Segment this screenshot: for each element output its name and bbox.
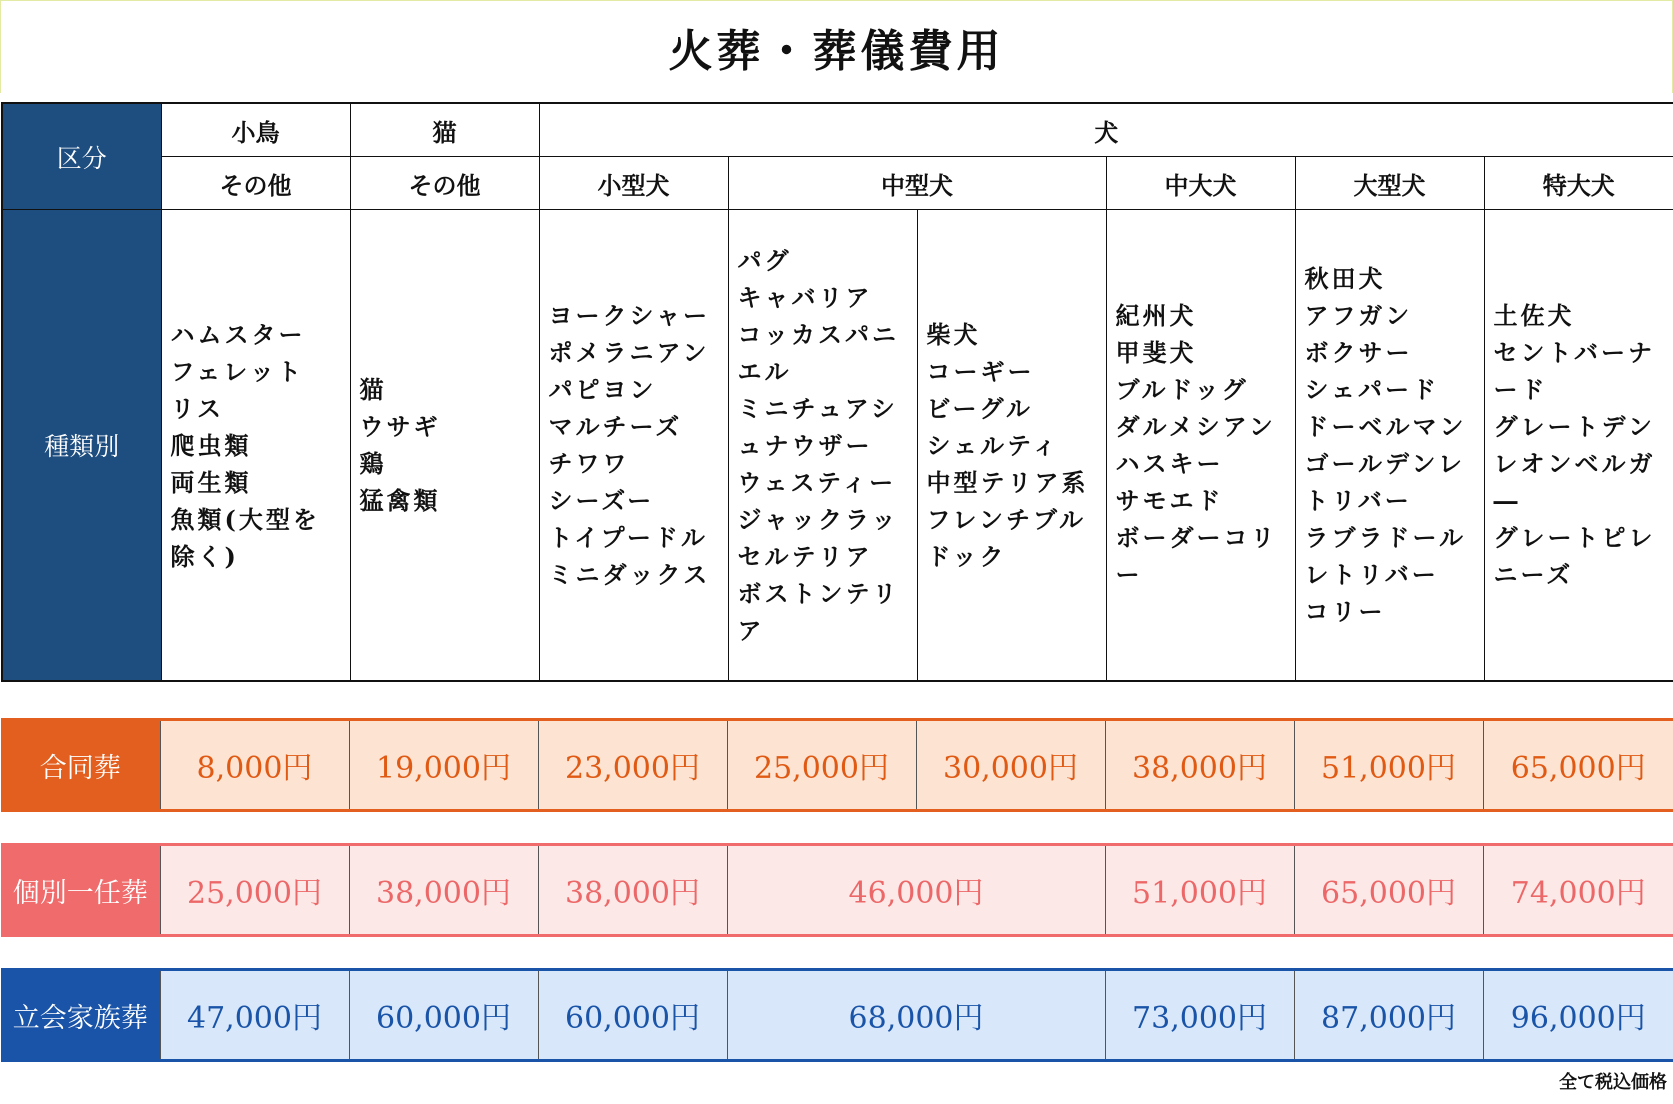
- breed-item: ボーダーコリー: [1115, 523, 1278, 589]
- group-bird: 小鳥: [161, 103, 350, 157]
- price-cell: 60,000円: [538, 970, 727, 1061]
- breed-item: グレートデン: [1493, 412, 1656, 441]
- category-table: [1, 102, 1673, 682]
- breed-item: シェルティ: [926, 430, 1060, 460]
- price-cell: 73,000円: [1105, 970, 1294, 1061]
- breed-list: [728, 210, 917, 682]
- price-cell: 8,000円: [160, 720, 349, 811]
- breed-item: パピヨン: [548, 375, 657, 404]
- breed-item: 猛禽類: [359, 486, 441, 515]
- size-small-dog: 小型犬: [539, 157, 728, 210]
- breed-item: コーギー: [926, 356, 1035, 386]
- size-medium-large-dog: 中大犬: [1106, 157, 1295, 210]
- price-cell: 87,000円: [1294, 970, 1483, 1061]
- breed-item: ハムスター: [170, 319, 306, 349]
- individual-plan-label: 個別一任葬: [1, 845, 160, 936]
- breed-item: 魚類(大型を除く): [170, 504, 320, 571]
- price-cell: 47,000円: [160, 970, 349, 1061]
- group-dog: 犬: [539, 103, 1673, 157]
- breed-item: 爬虫類: [170, 430, 252, 460]
- price-cell: 96,000円: [1483, 970, 1673, 1061]
- breed-item: ハスキー: [1115, 449, 1224, 478]
- breed-item: ポメラニアン: [548, 338, 710, 367]
- breed-list: [539, 210, 728, 682]
- breed-item: 鶏: [359, 449, 387, 478]
- breed-item: 両生類: [170, 467, 252, 497]
- breed-item: マルチーズ: [548, 412, 683, 441]
- breed-item: ミニダックス: [548, 560, 711, 589]
- tax-note: 全て税込価格: [1559, 1072, 1667, 1093]
- breed-item: ウェスティー: [737, 467, 897, 497]
- size-large-dog: 大型犬: [1295, 157, 1484, 210]
- breed-list: [1484, 210, 1673, 682]
- price-cell: 19,000円: [349, 720, 538, 811]
- breed-item: キャバリア: [737, 282, 873, 312]
- breed-item: ジャックラッセルテリア: [737, 504, 899, 571]
- price-cell: 51,000円: [1294, 720, 1483, 811]
- breed-item: ラブラドールレトリバー: [1304, 523, 1467, 589]
- breed-item: ビーグル: [926, 393, 1033, 423]
- breed-item: レオンベルガ―: [1493, 449, 1656, 515]
- breed-list: [917, 210, 1106, 682]
- price-cell: 65,000円: [1294, 845, 1483, 936]
- joint-plan-row: [1, 718, 1673, 812]
- price-cell: 65,000円: [1483, 720, 1673, 811]
- individual-plan-row: [1, 843, 1673, 937]
- price-cell: 60,000円: [349, 970, 538, 1061]
- price-cell: 25,000円: [727, 720, 916, 811]
- price-cell: 68,000円: [727, 970, 1105, 1061]
- breed-item: ミニチュアシュナウザー: [737, 393, 898, 460]
- price-cell: 38,000円: [349, 845, 538, 936]
- breed-item: ウサギ: [359, 412, 441, 441]
- breed-item: 紀州犬: [1115, 301, 1197, 330]
- price-cell: 23,000円: [538, 720, 727, 811]
- price-cell: 25,000円: [160, 845, 349, 936]
- breed-item: 猫: [359, 375, 387, 404]
- breed-list: [1106, 210, 1295, 682]
- breed-item: コリー: [1304, 597, 1386, 626]
- joint-plan-label: 合同葬: [1, 720, 160, 811]
- breed-item: 中型テリア系: [926, 467, 1089, 497]
- breed-item: ボクサー: [1304, 338, 1413, 367]
- breed-item: フェレット: [170, 356, 305, 386]
- page-title: 火葬・葬儀費用: [668, 26, 1005, 77]
- breed-item: フレンチブルドック: [926, 504, 1086, 571]
- shurui-label: 種類別: [2, 210, 161, 682]
- size-bird-other: その他: [161, 157, 350, 210]
- family-plan-row: [1, 968, 1673, 1062]
- breed-item: シーズー: [548, 486, 655, 515]
- breed-list: [350, 210, 539, 682]
- family-plan-label: 立会家族葬: [1, 970, 160, 1061]
- breed-item: パグ: [737, 245, 792, 275]
- breed-item: グレートピレニーズ: [1493, 523, 1656, 589]
- breed-item: ブルドッグ: [1115, 375, 1249, 404]
- price-cell: 51,000円: [1105, 845, 1294, 936]
- breed-item: セントバーナード: [1493, 338, 1656, 404]
- breed-item: ゴールデンレトリバー: [1304, 449, 1465, 515]
- size-medium-dog: 中型犬: [728, 157, 1106, 210]
- price-cell: 38,000円: [1105, 720, 1294, 811]
- breed-list: [1295, 210, 1484, 682]
- title-bar: [0, 0, 1673, 93]
- price-cell: 38,000円: [538, 845, 727, 936]
- group-cat: 猫: [350, 103, 539, 157]
- breed-item: サモエド: [1115, 486, 1224, 515]
- breed-item: シェパード: [1304, 375, 1440, 404]
- breed-item: トイプードル: [548, 523, 708, 552]
- breed-item: ボストンテリア: [737, 578, 900, 645]
- breed-item: 甲斐犬: [1115, 338, 1197, 367]
- breed-item: チワワ: [548, 449, 630, 478]
- breed-item: ドーベルマン: [1304, 412, 1467, 441]
- breed-item: アフガン: [1304, 301, 1413, 330]
- breed-item: コッカスパニエル: [737, 319, 900, 386]
- price-cell: 30,000円: [916, 720, 1105, 811]
- size-extra-large-dog: 特大犬: [1484, 157, 1673, 210]
- size-cat-other: その他: [350, 157, 539, 210]
- breed-item: 土佐犬: [1493, 301, 1575, 330]
- kubun-label: 区分: [2, 103, 161, 210]
- breed-item: リス: [170, 393, 225, 423]
- breed-item: ダルメシアン: [1115, 412, 1276, 441]
- price-cell: 74,000円: [1483, 845, 1673, 936]
- breed-item: 柴犬: [926, 319, 981, 349]
- breed-list: [161, 210, 350, 682]
- breed-item: ヨークシャー: [548, 301, 711, 330]
- breed-item: 秋田犬: [1304, 264, 1386, 293]
- price-cell: 46,000円: [727, 845, 1105, 936]
